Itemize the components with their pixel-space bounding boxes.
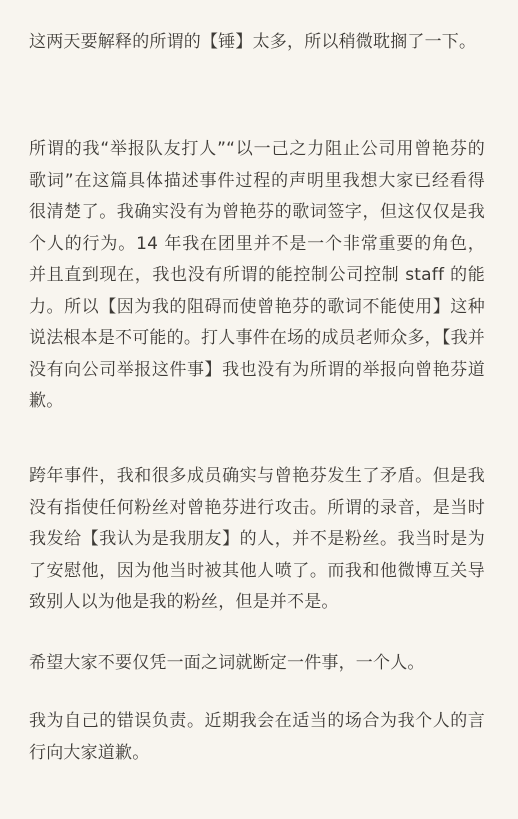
- paragraph-apology: 我为自己的错误负责。近期我会在适当的场合为我个人的言行向大家道歉。: [29, 711, 485, 763]
- paragraph-plea: 希望大家不要仅凭一面之词就断定一件事，一个人。: [29, 653, 425, 673]
- paragraph-intro: 这两天要解释的所谓的【锤】太多，所以稍微耽搁了一下。: [29, 32, 477, 52]
- paragraph-new-year-incident: 跨年事件，我和很多成员确实与曾艳芬发生了矛盾。但是我没有指使任何粉丝对曾艳芬进行攻击。所谓的录音，是当时我发给【我认为是我朋友】的人，并不是粉丝。我当时是为了安慰他，因为他当时被其他人喷了。而我和他微博互关导致别人以为他是我的粉丝，但是并不是。: [29, 466, 485, 612]
- paragraph-report-and-lyrics: 所谓的我“举报队友打人”“以一己之力阻止公司用曾艳芬的歌词”在这篇具体描述事件过程的声明里我想大家已经看得很清楚了。我确实没有为曾艳芬的歌词签字，但这仅仅是我个人的行为。14 年我在团里并不是一个非常重要的角色，并且直到现在，我也没有所谓的能控制公司控制 staff 的能力。所以【因为我的阻碍而使曾艳芬的歌词不能使用】这种说法根本是不可能的。打人事件在场的成员老师众多，【我并没有向公司举报这件事】我也没有为所谓的举报向曾艳芬道歉。: [29, 139, 485, 411]
